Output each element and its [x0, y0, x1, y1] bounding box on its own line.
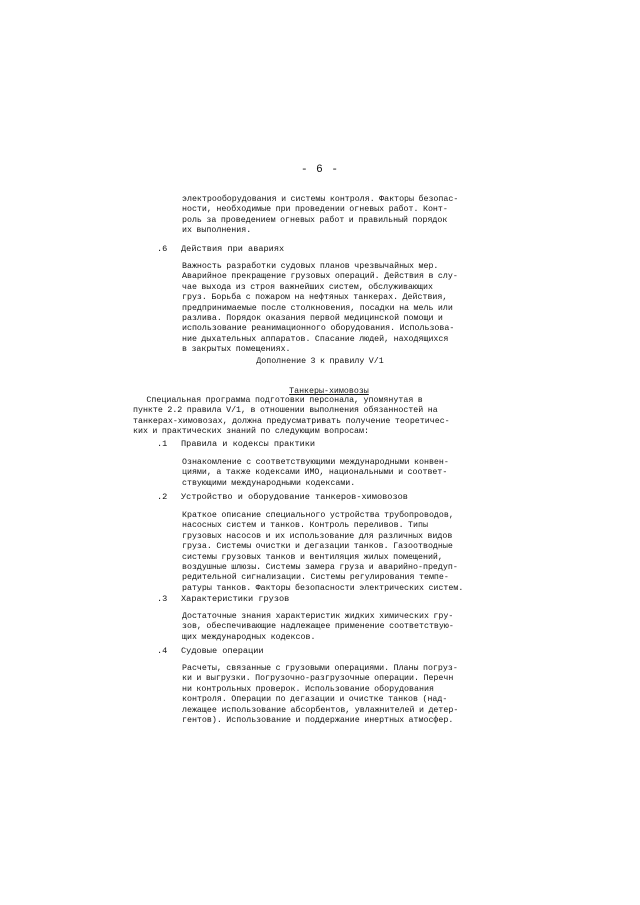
item-2-number: .2 — [157, 492, 168, 502]
item-1-number: .1 — [157, 439, 168, 449]
item-2-title: Устройство и оборудование танкеров-химовозов — [181, 492, 408, 502]
appendix-subheading: Танкеры-химовозы — [289, 387, 369, 397]
appendix-heading: Дополнение 3 к правилу V/1 — [256, 357, 384, 366]
item-4-body: Расчеты, связанные с грузовыми операциями. Планы погруз- ки и выгрузки. Погрузочно-разгрузочные операции. Перечн ни контрольных проверок. Использование оборудования контроля. Операции по дегазации и очистке танков (над- лежащее использование абсорбентов, увлажнителей и детер- гентов). Использование и поддержание инертных атмосфер. — [182, 664, 459, 726]
appendix-intro: Специальная программа подготовки персонала, упомянутая в пункте 2.2 правила V/1, в отношении выполнения обязанностей на танкерах-химовозах, должна предусматривать получение теоретичес- ких и практических знаний по следующим вопросам: — [133, 396, 450, 437]
item-3-title: Характеристики грузов — [181, 594, 290, 604]
item-4-number: .4 — [157, 646, 168, 656]
item-1-body: Ознакомление с соответствующими международными конвен- циями, а также кодексами ИМО, национальными и соответ- ствующими международными кодексами. — [182, 458, 449, 488]
page-number: - 6 - — [300, 164, 339, 176]
section-6-body: Важность разработки судовых планов чрезвычайных мер. Аварийное прекращение грузовых операций. Действия в слу- чае выхода из строя важнейших систем, обслуживающих груз. Борьба с пожаром на нефтяных танкерах. Действия, предпринимаемые после столкновения, посадки на мель или разлива. Порядок оказания первой медицинской помощи и использование реанимационного оборудования. Использова- ние дыхательных аппаратов. Спасание людей, находящихся в закрытых помещениях. — [182, 262, 458, 355]
item-1-title: Правила и кодексы практики — [181, 439, 316, 449]
intro-continuation: электрооборудования и системы контроля. Факторы безопас- ности, необходимые при проведении огневых работ. Конт- роль за проведением огневых работ и правильный порядок их выполнения. — [182, 195, 459, 236]
item-4-title: Судовые операции — [181, 646, 264, 656]
section-6-title: Действия при авариях — [181, 244, 285, 254]
item-2-body: Краткое описание специального устройства трубопроводов, насосных систем и танков. Контроль переливов. Типы грузовых насосов и их использование для различных видов груза. Системы очистки и дегазации танков. Газоотводные системы грузовых танков и вентиляция жилых помещений, воздушные шлюзы. Системы замера груза и аварийно-предуп- редительной сигнализации. Системы регулирования темпе- ратуры танков. Факторы безопасности электрических систем. — [182, 511, 464, 593]
section-6-number: .6 — [157, 244, 168, 254]
item-3-body: Достаточные знания характеристик жидких химических гру- зов, обеспечивающие надлежащее применение соответствую- щих международных кодексов. — [182, 612, 454, 642]
item-3-number: .3 — [157, 594, 168, 604]
